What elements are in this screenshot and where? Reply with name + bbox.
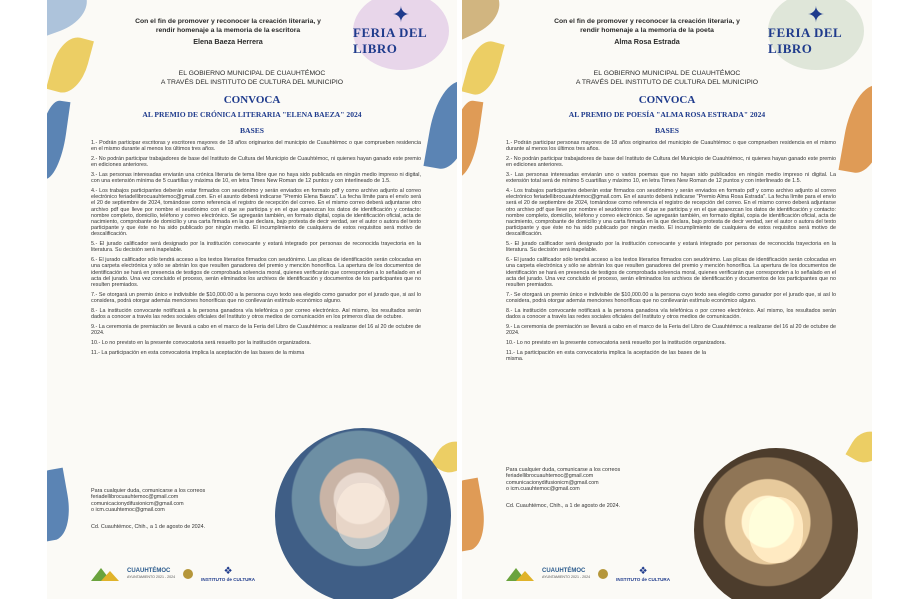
decorative-leaf: [462, 0, 508, 42]
contact-block: [91, 488, 261, 530]
decorative-leaf: [47, 33, 94, 98]
contact-intro: Para cualquier duda, comunicarse a los correos: [506, 467, 621, 473]
bird-book-icon: ✦: [806, 2, 826, 27]
base-item: 10.- Lo no previsto en la presente convocatoria será resuelto por la institución organizadora.: [91, 339, 311, 346]
convoca-title: CONVOCA: [223, 94, 281, 106]
bird-book-icon: ✦: [391, 2, 411, 27]
portrait-face: [749, 497, 803, 563]
convoca-title: CONVOCA: [638, 94, 696, 106]
honoree-name: Elena Baeza Herrera: [193, 37, 263, 47]
intro-line: Con el fin de promover y reconocer la creación literaria, y rendir homenaje a la memoria de la poeta: [554, 18, 740, 34]
seal-icon: [598, 569, 608, 579]
intro-text: [133, 18, 323, 47]
bases-list: [91, 140, 421, 359]
decorative-leaf: [462, 37, 505, 99]
contact-email[interactable]: o icm.cuauhtemoc@gmail.com: [91, 507, 165, 514]
base-item: 4.- Los trabajos participantes deberán estar firmados con seudónimo y serán enviados en formato pdf y como archivo adjunto al correo electrónico feriadellibrocuauhtemoc@gmail.com. En el asunto deberá indicarse "Premio Alma Rosa Estrada". La fecha límite para el envío será el 20 de septiembre de 2024, tomándose como referencia el registro de recepción del correo. En el mismo correo deberá adjuntarse otro archivo pdf que lleve por nombre el seudónimo con el que se participa y en el que aparezcan los datos de identificación y contacto: nombre completo, domicilio, teléfono y correo electrónico. Se agregarán también, en formato digital, copia de identificación oficial, acta de nacimiento, comprobante de domicilio y una carta firmada en la que declara, bajo protesta de decir verdad, ser el autor o autora del texto participante y que éste no ha sido publicado por ningún medio. El incumplimiento de cualquiera de estos requisitos será motivo de descalificación.: [506, 188, 836, 238]
contact-email[interactable]: feriadellibrocuauhtemoc@gmail.com: [506, 473, 594, 480]
base-item: 5.- El jurado calificador será designado por la institución convocante y estará integrado por personas de reconocida trayectoria en la literatura. Su decisión será inapelable.: [506, 241, 836, 254]
decorative-leaf: [47, 0, 94, 39]
prize-title: AL PREMIO DE POESÍA "ALMA ROSA ESTRADA" 2024: [568, 110, 766, 119]
cuauhtemoc-logo: [542, 568, 590, 580]
cuauhtemoc-logo-subtext: AYUNTAMIENTO 2021 - 2024: [542, 575, 591, 579]
base-item: 3.- Las personas interesadas enviarán una crónica literaria de tema libre que no haya sido publicada en ningún medio impreso ni digital, con una extensión mínima de 5 cuartillas y máxima de 10, en letra Times New Roman de 12 puntos y con interlineado de 1.5.: [91, 172, 421, 185]
honoree-portrait: [694, 448, 858, 599]
intro-text: [552, 18, 742, 47]
base-item: 6.- El jurado calificador sólo tendrá acceso a los textos literarios firmados con seudónimo. Las plicas de identificación serán colocadas en una carpeta electrónica y sólo se abrirán los que resulten ganadores del premio y mención honorífica. La apertura de los documentos de identificación se hará en presencia de testigos de comprobada solvencia moral, quienes verificarán que corresponden a lo señalado en el acta del jurado. Una vez concluido el proceso, serán eliminados los archivos de identificación y documentos de los participantes que no resulten premiados.: [91, 257, 421, 289]
decorative-leaf: [423, 77, 457, 173]
issue-date: Cd. Cuauhtémoc, Chih., a 1 de agosto de 2024.: [506, 502, 621, 509]
base-item: 2.- No podrán participar trabajadores de base del Instituto de Cultura del Municipio de Cuauhtémoc, ni quienes hayan ganado este premio en ediciones anteriores.: [506, 156, 836, 169]
instituto-cultura-logo: [616, 567, 670, 582]
base-item: 4.- Los trabajos participantes deberán estar firmados con seudónimo y serán enviados en formato pdf y como archivo adjunto al correo electrónico feriadellibrocuauhtemoc@gmail.com. En el asunto deberá indicarse "Premio Elena Baeza". La fecha límite para el envío será el 20 de septiembre de 2024, tomándose como referencia el registro de recepción del correo. En el mismo correo deberá adjuntarse otro archivo pdf que lleve por nombre el seudónimo con el que se participa y en el que aparezcan los datos de identificación y contacto: nombre completo, domicilio, teléfono y correo electrónico. Se agregarán también, en formato digital, copia de identificación oficial, acta de nacimiento, comprobante de domicilio y una carta firmada en la que declara, bajo protesta de decir verdad, ser el autor o autora del texto participante y que éste no ha sido publicado por ningún medio. El incumplimiento de cualquiera de estos requisitos será motivo de descalificación.: [91, 188, 421, 238]
bases-list: [506, 140, 836, 366]
portrait-face: [336, 483, 390, 549]
base-item: 7.- Se otorgará un premio único e indivisible de $10,000.00 a la persona cuyo texto sea elegido como ganador por el jurado que, si así lo considera, podrá otorgar además menciones honoríficas que no conllevarán estímulo económico alguno.: [506, 291, 836, 305]
contact-email[interactable]: comunicacionydifusionicm@gmail.com: [506, 479, 599, 486]
base-item: 6.- El jurado calificador sólo tendrá acceso a los textos literarios firmados con seudónimo. Las plicas de identificación serán colocadas en una carpeta electrónica y sólo se abrirán los que resulten ganadores del premio y mención honorífica. La apertura de los documentos de identificación se hará en presencia de testigos de comprobada solvencia moral, quienes verificarán que corresponden a lo señalado en el acta del jurado. Una vez concluido el proceso, serán eliminados los archivos de identificación y documentos de los participantes que no resulten premiados.: [506, 257, 836, 289]
contact-intro: Para cualquier duda, comunicarse a los correos: [91, 488, 206, 494]
instituto-logo-text: INSTITUTO de CULTURA: [616, 576, 671, 582]
bases-heading: BASES: [239, 126, 265, 135]
contact-block: [506, 467, 676, 509]
base-item: 8.- La institución convocante notificará a la persona ganadora vía telefónica o por correo electrónico. Así mismo, los resultados serán dados a conocer a través las redes sociales oficiales del Instituto y otros medios de comunicación.: [506, 307, 836, 321]
base-item: 11.- La participación en esta convocatoria implica la aceptación de las bases de la misma: [91, 349, 305, 356]
base-item: 8.- La institución convocante notificará a la persona ganadora vía telefónica o por correo electrónico. Así mismo, los resultados serán dados a conocer a través las redes sociales oficiales del Instituto y otros medios de comunicación en los primeros días de octubre.: [91, 307, 421, 321]
decorative-leaf: [846, 425, 872, 469]
footer-logos: [91, 563, 255, 585]
base-item: 1.- Podrán participar personas mayores de 18 años originarios del municipio de Cuauhtémoc o que comprueben residencia en el mismo durante al menos los últimos tres años.: [506, 140, 836, 153]
instituto-cultura-logo: [201, 567, 255, 582]
municipal-mountain-icon: [91, 567, 119, 581]
cuauhtemoc-logo-subtext: AYUNTAMIENTO 2021 - 2024: [127, 575, 176, 579]
base-item: 10.- Lo no previsto en la presente convocatoria será resuelto por la institución organizadora.: [506, 339, 726, 346]
poster-cronica: [47, 0, 457, 599]
gov-line-1: EL GOBIERNO MUNICIPAL DE CUAUHTÉMOC: [178, 70, 326, 77]
cuauhtemoc-logo-text: CUAUHTÉMOC: [127, 568, 171, 574]
feria-del-libro-logo: [768, 0, 864, 70]
government-heading: [462, 70, 872, 88]
prize-title: AL PREMIO DE CRÓNICA LITERARIA "ELENA BAEZA" 2024: [142, 110, 362, 119]
cuauhtemoc-logo-text: CUAUHTÉMOC: [542, 568, 586, 574]
base-item: 1.- Podrán participar escritoras y escritores mayores de 18 años originarios del municipio de Cuauhtémoc o que comprueben residencia en el mismo durante al menos los últimos tres años.: [91, 140, 421, 153]
contact-email[interactable]: comunicacionydifusionicm@gmail.com: [91, 500, 184, 507]
cuauhtemoc-logo: [127, 568, 175, 580]
honoree-portrait: [275, 428, 451, 599]
decorative-leaf: [462, 478, 490, 553]
footer-logos: [506, 563, 670, 585]
feria-del-libro-logo: [353, 0, 449, 70]
decorative-leaf: [47, 468, 75, 543]
base-item: 2.- No podrán participar trabajadores de base del Instituto de Cultura del Municipio de Cuauhtémoc, ni quienes hayan ganado este premio en ediciones anteriores.: [91, 156, 421, 169]
honoree-name: Alma Rosa Estrada: [614, 37, 680, 47]
seal-icon: [183, 569, 193, 579]
base-item: 3.- Las personas interesadas enviarán uno o varios poemas que no hayan sido publicados en ningún medio impreso ni digital. La extensión total será de mínimo 5 cuartillas y máximo 10, en letra Times New Roman de 12 puntos y con interlineado de 1.5.: [506, 172, 836, 185]
instituto-logo-text: INSTITUTO de CULTURA: [201, 576, 256, 582]
municipal-mountain-icon: [506, 567, 534, 581]
gov-line-2: A TRAVÉS DEL INSTITUTO DE CULTURA DEL MUNICIPIO: [160, 78, 344, 86]
base-item: 11.- La participación en esta convocatoria implica la aceptación de las bases de la misma.: [506, 349, 706, 362]
gov-line-1: EL GOBIERNO MUNICIPAL DE CUAUHTÉMOC: [593, 70, 741, 77]
base-item: 9.- La ceremonia de premiación se llevará a cabo en el marco de la Feria del Libro de Cuauhtémoc a realizarse del 16 al 20 de octubre de 2024.: [91, 323, 421, 337]
gov-line-2: A TRAVÉS DEL INSTITUTO DE CULTURA DEL MUNICIPIO: [575, 78, 759, 86]
base-item: 7.- Se otorgará un premio único e indivisible de $10,000.00 a la persona cuyo texto sea elegido como ganador por el jurado que, si así lo considera, podrá otorgar además menciones honoríficas que no conllevarán estímulo económico alguno.: [91, 291, 421, 305]
intro-line: Con el fin de promover y reconocer la creación literaria, y rendir homenaje a la memoria de la escritora: [135, 18, 321, 34]
contact-email[interactable]: o icm.cuauhtemoc@gmail.com: [506, 486, 580, 493]
logo-text: FERIA DEL LIBRO: [353, 25, 427, 56]
poster-poesia: [462, 0, 872, 599]
bases-heading: BASES: [654, 126, 680, 135]
government-heading: [47, 70, 457, 88]
book-icon: ❖: [638, 565, 648, 577]
logo-text: FERIA DEL LIBRO: [768, 25, 842, 56]
base-item: 5.- El jurado calificador será designado por la institución convocante y estará integrado por personas de reconocida trayectoria en la literatura. Su decisión será inapelable.: [91, 241, 421, 254]
book-icon: ❖: [223, 565, 233, 577]
base-item: 9.- La ceremonia de premiación se llevará a cabo en el marco de la Feria del Libro de Cuauhtémoc a realizarse del 16 al 20 de octubre de 2024.: [506, 323, 836, 337]
issue-date: Cd. Cuauhtémoc, Chih., a 1 de agosto de 2024.: [91, 523, 206, 530]
contact-email[interactable]: feriadellibrocuauhtemoc@gmail.com: [91, 494, 179, 501]
